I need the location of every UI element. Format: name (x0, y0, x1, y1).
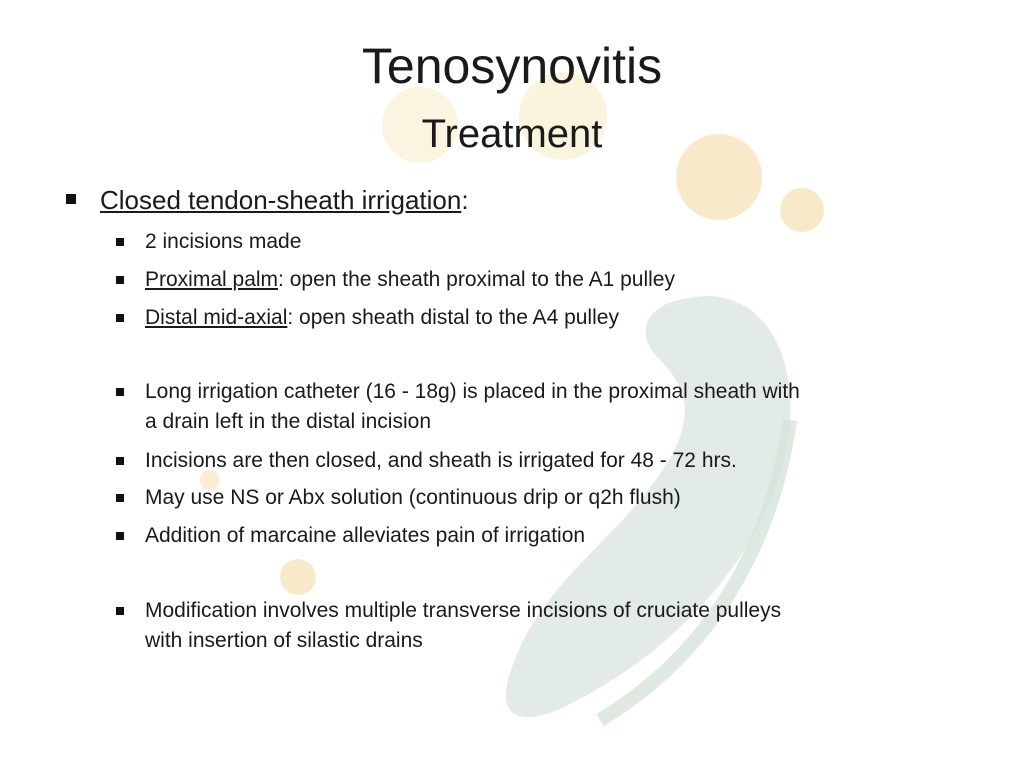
sub-bullet-text: : open sheath distal to the A4 pulley (287, 306, 619, 329)
sub-bullet-item (145, 265, 985, 295)
sub-bullet-text: 2 incisions made (145, 230, 302, 253)
main-bullet (100, 184, 469, 216)
sub-bullet-square-icon (116, 607, 124, 615)
sub-bullet-text: Incisions are then closed, and sheath is irrigated for 48 - 72 hrs. (145, 449, 737, 472)
slide-subtitle: Treatment (421, 112, 603, 156)
sub-bullet-line: Modification involves multiple transverse incisions of cruciate pulleys (145, 599, 782, 622)
sub-bullet-item (145, 377, 985, 437)
sub-bullet-square-icon (116, 276, 124, 284)
sub-bullet-line: with insertion of silastic drains (145, 629, 423, 652)
slide-title: Tenosynovitis (361, 38, 663, 94)
sub-bullet-label: Distal mid-axial (145, 306, 288, 329)
sub-bullet-item (145, 303, 985, 333)
sub-bullet-item (145, 227, 985, 257)
sub-bullet-square-icon (116, 238, 124, 246)
main-bullet-suffix: : (461, 185, 469, 215)
sub-bullet-square-icon (116, 388, 124, 396)
sub-bullet-square-icon (116, 532, 124, 540)
sub-bullet-line: Long irrigation catheter (16 - 18g) is placed in the proximal sheath with (145, 380, 800, 403)
sub-bullet-square-icon (116, 314, 124, 322)
sub-bullet-square-icon (116, 494, 124, 502)
sub-bullet-item (145, 446, 985, 476)
sub-bullet-label: Proximal palm (145, 268, 279, 291)
sub-bullet-item (145, 596, 985, 656)
main-bullet-label: Closed tendon-sheath irrigation (100, 185, 462, 215)
sub-bullet-text: May use NS or Abx solution (continuous drip or q2h flush) (145, 486, 681, 509)
sub-bullet-line: a drain left in the distal incision (145, 410, 431, 433)
sub-bullet-item (145, 521, 985, 551)
sub-bullet-text: : open the sheath proximal to the A1 pulley (278, 268, 675, 291)
sub-bullet-text: Addition of marcaine alleviates pain of irrigation (145, 524, 586, 547)
sub-bullet-item (145, 483, 985, 513)
bullet-square-icon (66, 194, 76, 204)
sub-bullet-square-icon (116, 457, 124, 465)
